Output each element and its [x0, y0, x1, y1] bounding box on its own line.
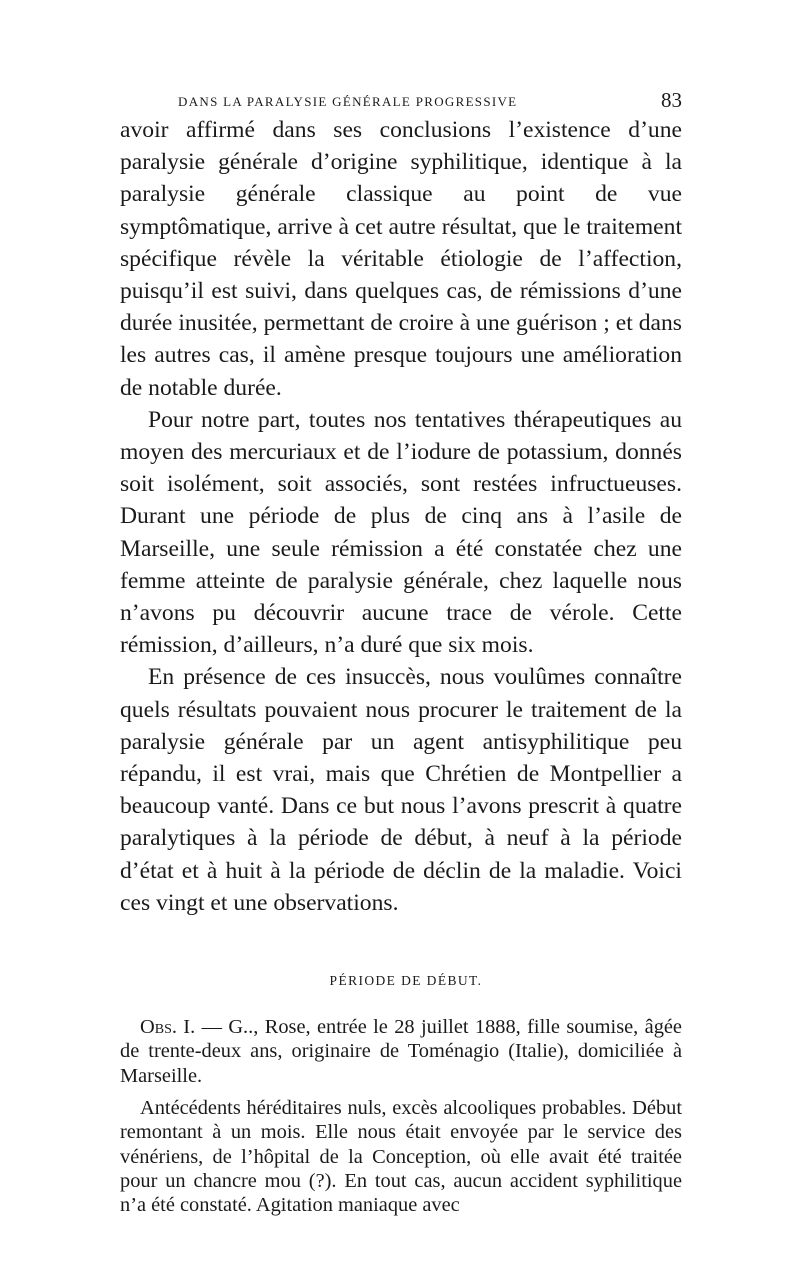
- paragraph-failures: En présence de ces insuccès, nous voulûmes connaître quels résultats pouvaient nous procurer le traitement de la paralysie générale par un agent antisyphilitique peu répandu, il est vrai, mais que Chrétien de Montpellier a beaucoup vanté. Dans ce but nous l’avons prescrit à quatre paralytiques à la période de début, à neuf à la période d’état et à huit à la période de déclin de la maladie. Voici ces vingt et une observations.: [120, 664, 682, 916]
- running-head: [120, 84, 682, 114]
- body-text: [120, 114, 682, 919]
- page-number: 83: [661, 88, 682, 112]
- observation-label: Obs. I.: [140, 1016, 196, 1039]
- paragraph-continuation: avoir affirmé dans ses conclusions l’existence d’une paralysie générale d’origine syphilitique, identique à la paralysie générale classique au point de vue symptômatique, arrive à cet autre résultat, que le traitement spécifique révèle la véritable étiologie de l’affection, puisqu’il est suivi, dans quelques cas, de rémissions d’une durée inusitée, permettant de croire à une guérison ; et dans les autres cas, il amène presque toujours une amélioration de notable durée.: [120, 117, 682, 401]
- running-head-title: DANS LA PARALYSIE GÉNÉRALE PROGRESSIVE: [178, 94, 518, 109]
- observation-history: Antécédents héréditaires nuls, excès alcooliques probables. Début remontant à un mois. Elle nous était envoyée par le service des vénériens, de l’hôpital de la Conception, où elle avait été traitée pour un chancre mou (?). En tout cas, aucun accident syphilitique n’a été constaté. Agitation maniaque avec: [120, 1096, 682, 1217]
- observation-intro-text: — G.., Rose, entrée le 28 juillet 1888, fille soumise, âgée de trente-deux ans, originaire de Toménagio (Italie), domiciliée à Marseille.: [120, 1016, 682, 1087]
- observation-intro: [120, 1015, 682, 1088]
- book-page: [120, 84, 682, 1217]
- paragraph-therapeutic-attempts: Pour notre part, toutes nos tentatives thérapeutiques au moyen des mercuriaux et de l’iodure de potassium, donnés soit isolément, soit associés, sont restées infructueuses. Durant une période de plus de cinq ans à l’asile de Marseille, une seule rémission a été constatée chez une femme atteinte de paralysie générale, chez laquelle nous n’avons pu découvrir aucune trace de vérole. Cette rémission, d’ailleurs, n’a duré que six mois.: [120, 406, 682, 659]
- observation-block: [120, 1015, 682, 1217]
- section-heading: PÉRIODE DE DÉBUT.: [329, 973, 483, 989]
